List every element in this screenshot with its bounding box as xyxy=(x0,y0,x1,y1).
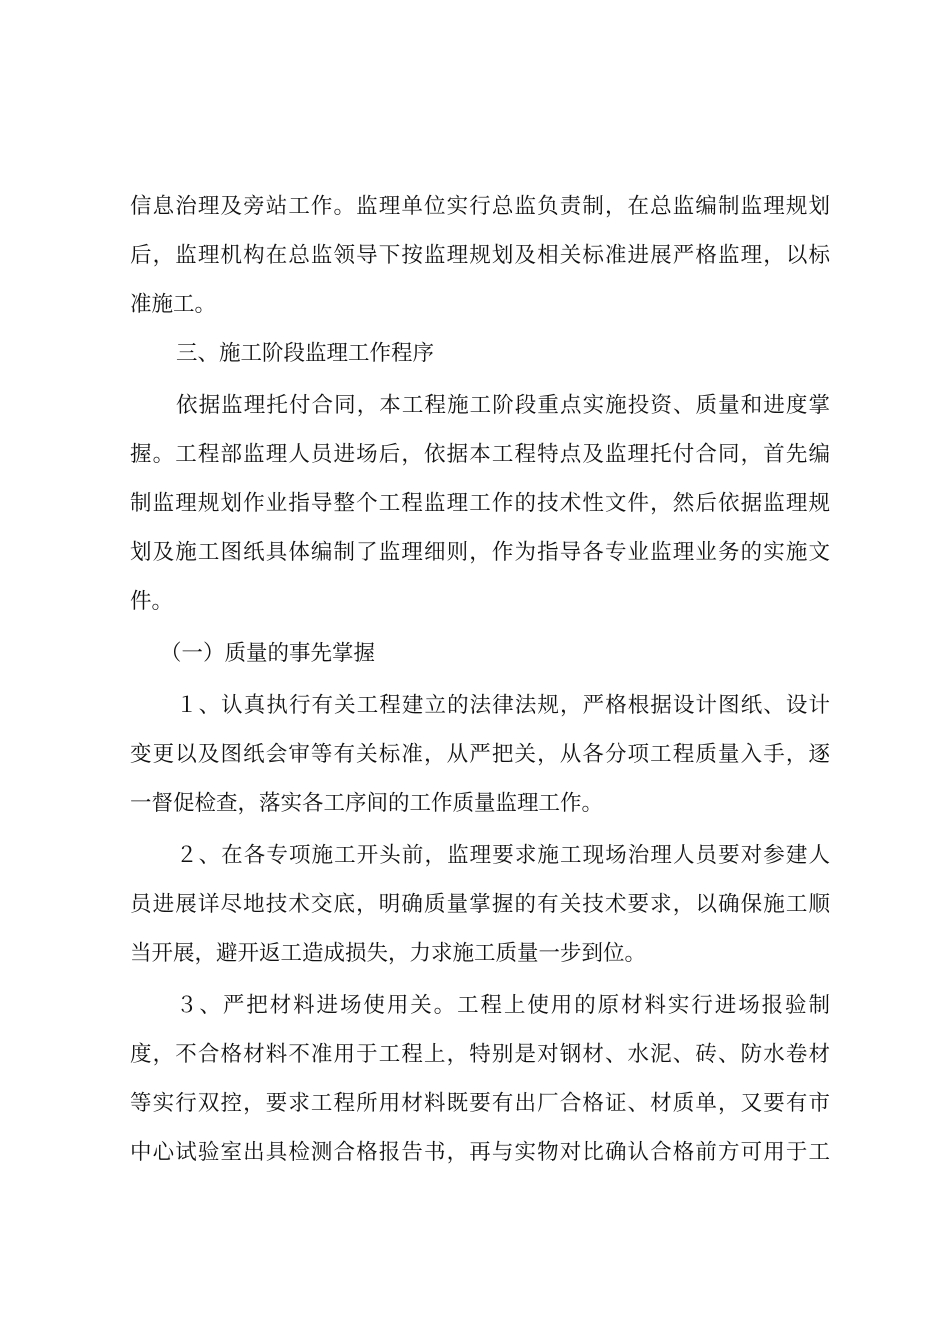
text-line: 划及施工图纸具体编制了监理细则，作为指导各专业监理业务的实施文 xyxy=(130,540,830,565)
text-line: 一督促检查，落实各工序间的工作质量监理工作。 xyxy=(130,791,604,816)
text-line: 中心试验室出具检测合格报告书，再与实物对比确认合格前方可用于工 xyxy=(130,1140,830,1165)
text-line: 握。工程部监理人员进场后，依据本工程特点及监理托付合同，首先编 xyxy=(130,442,830,467)
text-line: ３、严把材料进场使用关。工程上使用的原材料实行进场报验制 xyxy=(176,993,830,1018)
text-line: 变更以及图纸会审等有关标准，从严把关，从各分项工程质量入手，逐 xyxy=(130,742,830,767)
text-line: 员进展详尽地技术交底，明确质量掌握的有关技术要求，以确保施工顺 xyxy=(130,892,830,917)
text-line: １、认真执行有关工程建立的法律法规，严格根据设计图纸、设计 xyxy=(176,693,830,718)
text-line: ２、在各专项施工开头前，监理要求施工现场治理人员要对参建人 xyxy=(176,843,830,868)
subsection-heading: （一）质量的事先掌握 xyxy=(160,641,376,666)
section-heading: 三、施工阶段监理工作程序 xyxy=(176,341,435,366)
text-line: 准施工。 xyxy=(130,292,217,317)
text-line: 制监理规划作业指导整个工程监理工作的技术性文件，然后依据监理规 xyxy=(130,491,830,516)
text-line: 后，监理机构在总监领导下按监理规划及相关标准进展严格监理，以标 xyxy=(130,243,830,268)
text-line: 依据监理托付合同，本工程施工阶段重点实施投资、质量和进度掌 xyxy=(176,393,830,418)
text-line: 度，不合格材料不准用于工程上，特别是对钢材、水泥、砖、防水卷材 xyxy=(130,1042,830,1067)
text-line: 信息治理及旁站工作。监理单位实行总监负责制，在总监编制监理规划 xyxy=(130,194,830,219)
text-line: 件。 xyxy=(130,589,174,614)
text-line: 等实行双控，要求工程所用材料既要有出厂合格证、材质单，又要有市 xyxy=(130,1091,830,1116)
text-line: 当开展，避开返工造成损失，力求施工质量一步到位。 xyxy=(130,941,647,966)
